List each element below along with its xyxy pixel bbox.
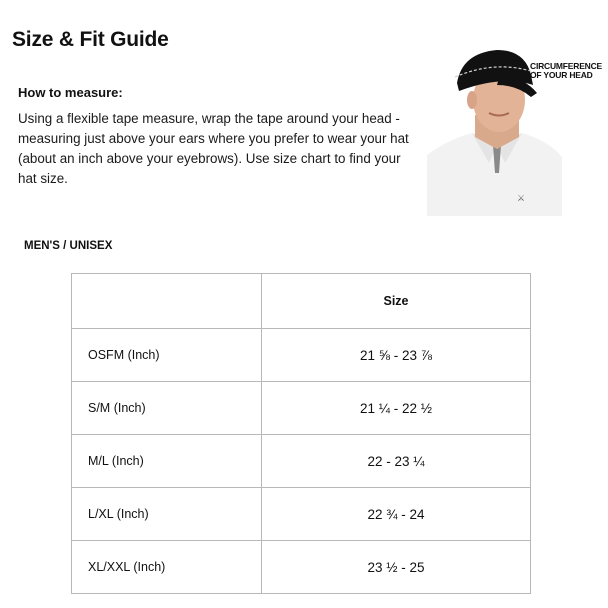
- table-row: [72, 382, 531, 435]
- header-empty: [72, 274, 262, 329]
- row-value: 22 - 23 ¼: [262, 435, 531, 488]
- how-to-measure-text: Using a flexible tape measure, wrap the tape around your head - measuring just above your ears where you prefer to wear your hat (about an inch above your eyebrows). Use size chart to find your hat size.: [18, 111, 409, 186]
- how-to-measure-heading: How to measure:: [18, 85, 123, 100]
- table-row: [72, 541, 531, 594]
- table-header-row: [72, 274, 531, 329]
- page-title: Size & Fit Guide: [12, 28, 169, 51]
- row-label: L/XL (Inch): [72, 488, 262, 541]
- row-label: S/M (Inch): [72, 382, 262, 435]
- table-row: [72, 435, 531, 488]
- row-label: XL/XXL (Inch): [72, 541, 262, 594]
- row-label: M/L (Inch): [72, 435, 262, 488]
- table-row: [72, 488, 531, 541]
- table-row: [72, 329, 531, 382]
- row-value: 21 ⅝ - 23 ⅞: [262, 329, 531, 382]
- header-size: Size: [262, 274, 531, 329]
- row-label: OSFM (Inch): [72, 329, 262, 382]
- row-value: 21 ¼ - 22 ½: [262, 382, 531, 435]
- section-label: MEN'S / UNISEX: [24, 240, 113, 252]
- row-value: 22 ¾ - 24: [262, 488, 531, 541]
- circumference-callout: CIRCUMFERENCE OF YOUR HEAD: [530, 61, 603, 80]
- size-table: [71, 273, 531, 594]
- svg-text:⚔: ⚔: [517, 193, 526, 203]
- row-value: 23 ½ - 25: [262, 541, 531, 594]
